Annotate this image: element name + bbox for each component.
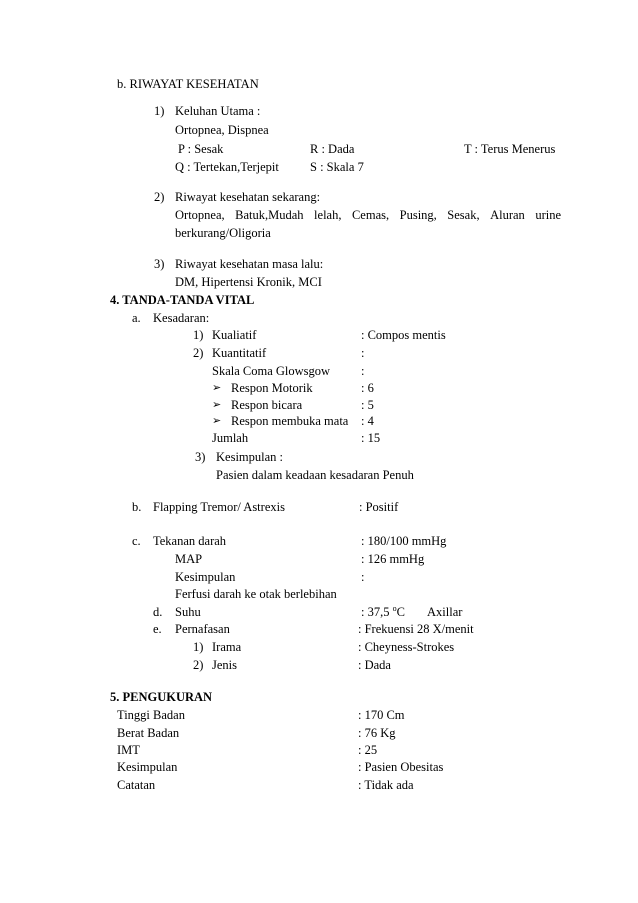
sekarang-label: Riwayat kesehatan sekarang: [175,190,321,204]
flapping-value: : Positif [359,500,399,514]
kuantitatif-label: Kuantitatif [212,346,267,360]
kesadaran-kesimpulan-label: Kesimpulan : [216,450,284,464]
list-number: 1) [193,328,204,342]
kesadaran-kesimpulan-value: Pasien dalam keadaan kesadaran Penuh [216,468,414,482]
sekarang-word: urine [535,208,561,222]
pengukuran-label: Berat Badan [117,726,180,740]
motorik-label: Respon Motorik [231,381,313,395]
pengukuran-value: : 170 Cm [358,708,405,722]
arrow-bullet-icon: ➢ [212,398,222,411]
map-label: MAP [175,552,203,566]
list-number: 2) [154,190,165,204]
list-number: 1) [154,104,165,118]
pengukuran-value: : Pasien Obesitas [358,760,444,774]
list-letter: c. [132,534,141,548]
masalalu-label: Riwayat kesehatan masa lalu: [175,257,324,271]
sekarang-word: Aluran [490,208,525,222]
list-number: 3) [154,257,165,271]
jumlah-label: Jumlah [212,431,249,445]
kuantitatif-value: : [361,346,365,360]
keluhan-q: Q : Tertekan,Terjepit [175,160,279,174]
sekarang-value-line2: berkurang/Oligoria [175,226,271,240]
pernafasan-label: Pernafasan [175,622,230,636]
list-number: 3) [195,450,206,464]
pernafasan-value: : Frekuensi 28 X/menit [358,622,474,636]
suhu-unit: C [396,605,405,619]
list-letter: d. [153,605,163,619]
list-number: 1) [193,640,204,654]
sekarang-word: Batuk,Mudah [235,208,304,222]
sekarang-word: Cemas, [351,208,390,222]
pengukuran-label: Catatan [117,778,156,792]
pengukuran-value: : 76 Kg [358,726,396,740]
suhu-label: Suhu [175,605,201,619]
tekanan-label: Tekanan darah [153,534,227,548]
keluhan-value: Ortopnea, Dispnea [175,123,269,137]
sekarang-value-line1 [175,208,561,222]
tekanan-kesimpulan-value: : [361,570,365,584]
keluhan-t: T : Terus Menerus [464,142,556,156]
degree-sign: o [392,604,397,613]
irama-value: : Cheyness-Strokes [358,640,455,654]
pengukuran-value: : Tidak ada [358,778,414,792]
flapping-label: Flapping Tremor/ Astrexis [153,500,285,514]
pengukuran-value: : 25 [358,743,378,757]
map-value: : 126 mmHg [361,552,425,566]
jenis-label: Jenis [212,658,237,672]
keluhan-p: P : Sesak [178,142,224,156]
mata-label: Respon membuka mata [231,414,349,428]
sekarang-word: Ortopnea, [175,208,225,222]
pengukuran-label: Kesimpulan [117,760,178,774]
list-letter: b. [132,500,142,514]
arrow-bullet-icon: ➢ [212,381,222,394]
section-heading-riwayat: b. RIWAYAT KESEHATAN [117,77,259,91]
list-letter: a. [132,311,141,325]
sekarang-word: Pusing, [399,208,437,222]
arrow-bullet-icon: ➢ [212,414,222,427]
gcs-label: Skala Coma Glowsgow [212,364,331,378]
suhu-value [361,605,405,619]
mata-value: : 4 [361,414,374,428]
list-number: 2) [193,658,204,672]
irama-label: Irama [212,640,242,654]
tekanan-value: : 180/100 mmHg [361,534,447,548]
tekanan-kesimpulan-label: Kesimpulan [175,570,236,584]
gcs-value: : [361,364,365,378]
section-heading-pengukuran: 5. PENGUKURAN [110,690,213,704]
list-number: 2) [193,346,204,360]
sekarang-word: Sesak, [447,208,480,222]
masalalu-value: DM, Hipertensi Kronik, MCI [175,275,322,289]
jenis-value: : Dada [358,658,391,672]
pengukuran-label: Tinggi Badan [117,708,185,722]
bicara-label: Respon bicara [231,398,303,412]
jumlah-value: : 15 [361,431,381,445]
section-heading-vital: 4. TANDA-TANDA VITAL [110,293,255,307]
kualitatif-value: : Compos mentis [361,328,446,342]
ferfusi-text: Ferfusi darah ke otak berlebihan [175,587,337,601]
bicara-value: : 5 [361,398,374,412]
list-letter: e. [153,622,162,636]
suhu-site: Axillar [427,605,463,619]
motorik-value: : 6 [361,381,374,395]
keluhan-label: Keluhan Utama : [175,104,261,118]
keluhan-s: S : Skala 7 [310,160,364,174]
kesadaran-label: Kesadaran: [153,311,210,325]
sekarang-word: lelah, [314,208,342,222]
kualitatif-label: Kualiatif [212,328,257,342]
suhu-number: : 37,5 [361,605,393,619]
pengukuran-label: IMT [117,743,140,757]
keluhan-r: R : Dada [310,142,355,156]
